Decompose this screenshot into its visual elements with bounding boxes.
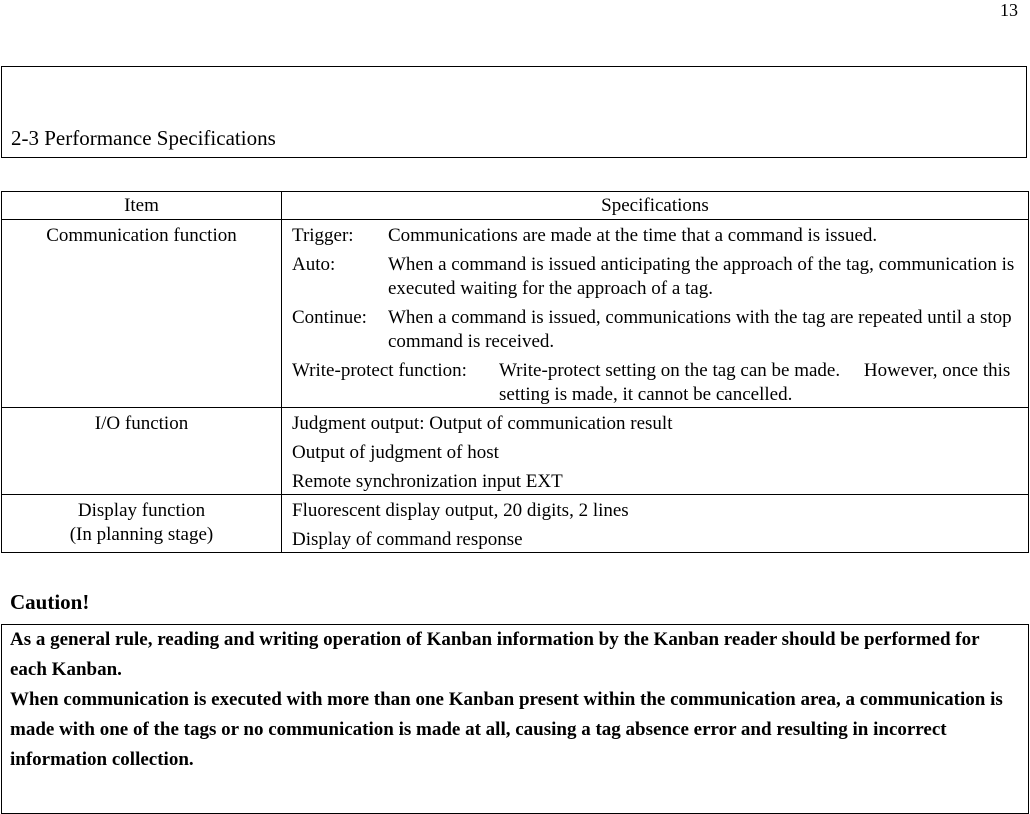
spec-desc: When a command is issued, communications with the tag are repeated until a stop command is received.: [388, 307, 1012, 352]
header-item: Item: [2, 192, 282, 220]
spec-entry-continue: [292, 306, 1018, 354]
spec-display-function: [282, 495, 1029, 553]
item-display-line1: Display function: [77, 500, 206, 521]
page-number: 13: [1000, 0, 1018, 20]
spec-entry-auto: [292, 253, 1018, 301]
spec-line: Fluorescent display output, 20 digits, 2 lines: [292, 500, 629, 521]
caution-paragraph: When communication is executed with more than one Kanban present within the communication area, a communication is made with one of the tags or no communication is made at all, causing a tag absence error and resulting in incorrect information collection.: [10, 689, 1003, 770]
spec-entry-trigger: [292, 224, 1018, 248]
header-specifications: Specifications: [282, 192, 1029, 220]
spec-desc: Communications are made at the time that a command is issued.: [388, 225, 878, 246]
spec-entry-write-protect: [292, 359, 1018, 407]
spec-communication-function: [282, 220, 1029, 408]
table-row-io: [2, 408, 1029, 495]
spec-line: Output of judgment of host: [292, 442, 499, 463]
table-row-communication: [2, 220, 1029, 408]
table-header-row: [2, 192, 1029, 220]
section-title: 2-3 Performance Specifications: [11, 126, 276, 150]
spec-desc: When a command is issued anticipating the approach of the tag, communication is executed waiting for the approach of a tag.: [388, 254, 1015, 299]
spec-line: Remote synchronization input EXT: [292, 471, 563, 492]
spec-line: Judgment output: Output of communication result: [292, 413, 673, 434]
performance-spec-table: [1, 191, 1029, 553]
caution-paragraph: As a general rule, reading and writing operation of Kanban information by the Kanban reader should be performed for each Kanban.: [10, 629, 980, 680]
caution-box: [1, 624, 1029, 814]
item-display-function: [2, 495, 282, 553]
spec-term: Trigger:: [292, 225, 354, 246]
spec-term: Auto:: [292, 254, 336, 275]
spec-term: Continue:: [292, 307, 367, 328]
spec-term: Write-protect function:: [292, 360, 467, 381]
spec-desc: Write-protect setting on the tag can be made. However, once this setting is made, it cannot be cancelled.: [499, 360, 1011, 405]
item-communication-function: Communication function: [2, 220, 282, 408]
table-row-display: [2, 495, 1029, 553]
spec-line: Display of command response: [292, 529, 523, 550]
caution-title: Caution!: [10, 590, 90, 614]
spec-io-function: [282, 408, 1029, 495]
item-io-function: I/O function: [2, 408, 282, 495]
section-header-box: [1, 66, 1027, 158]
item-display-line2: (In planning stage): [69, 524, 214, 545]
